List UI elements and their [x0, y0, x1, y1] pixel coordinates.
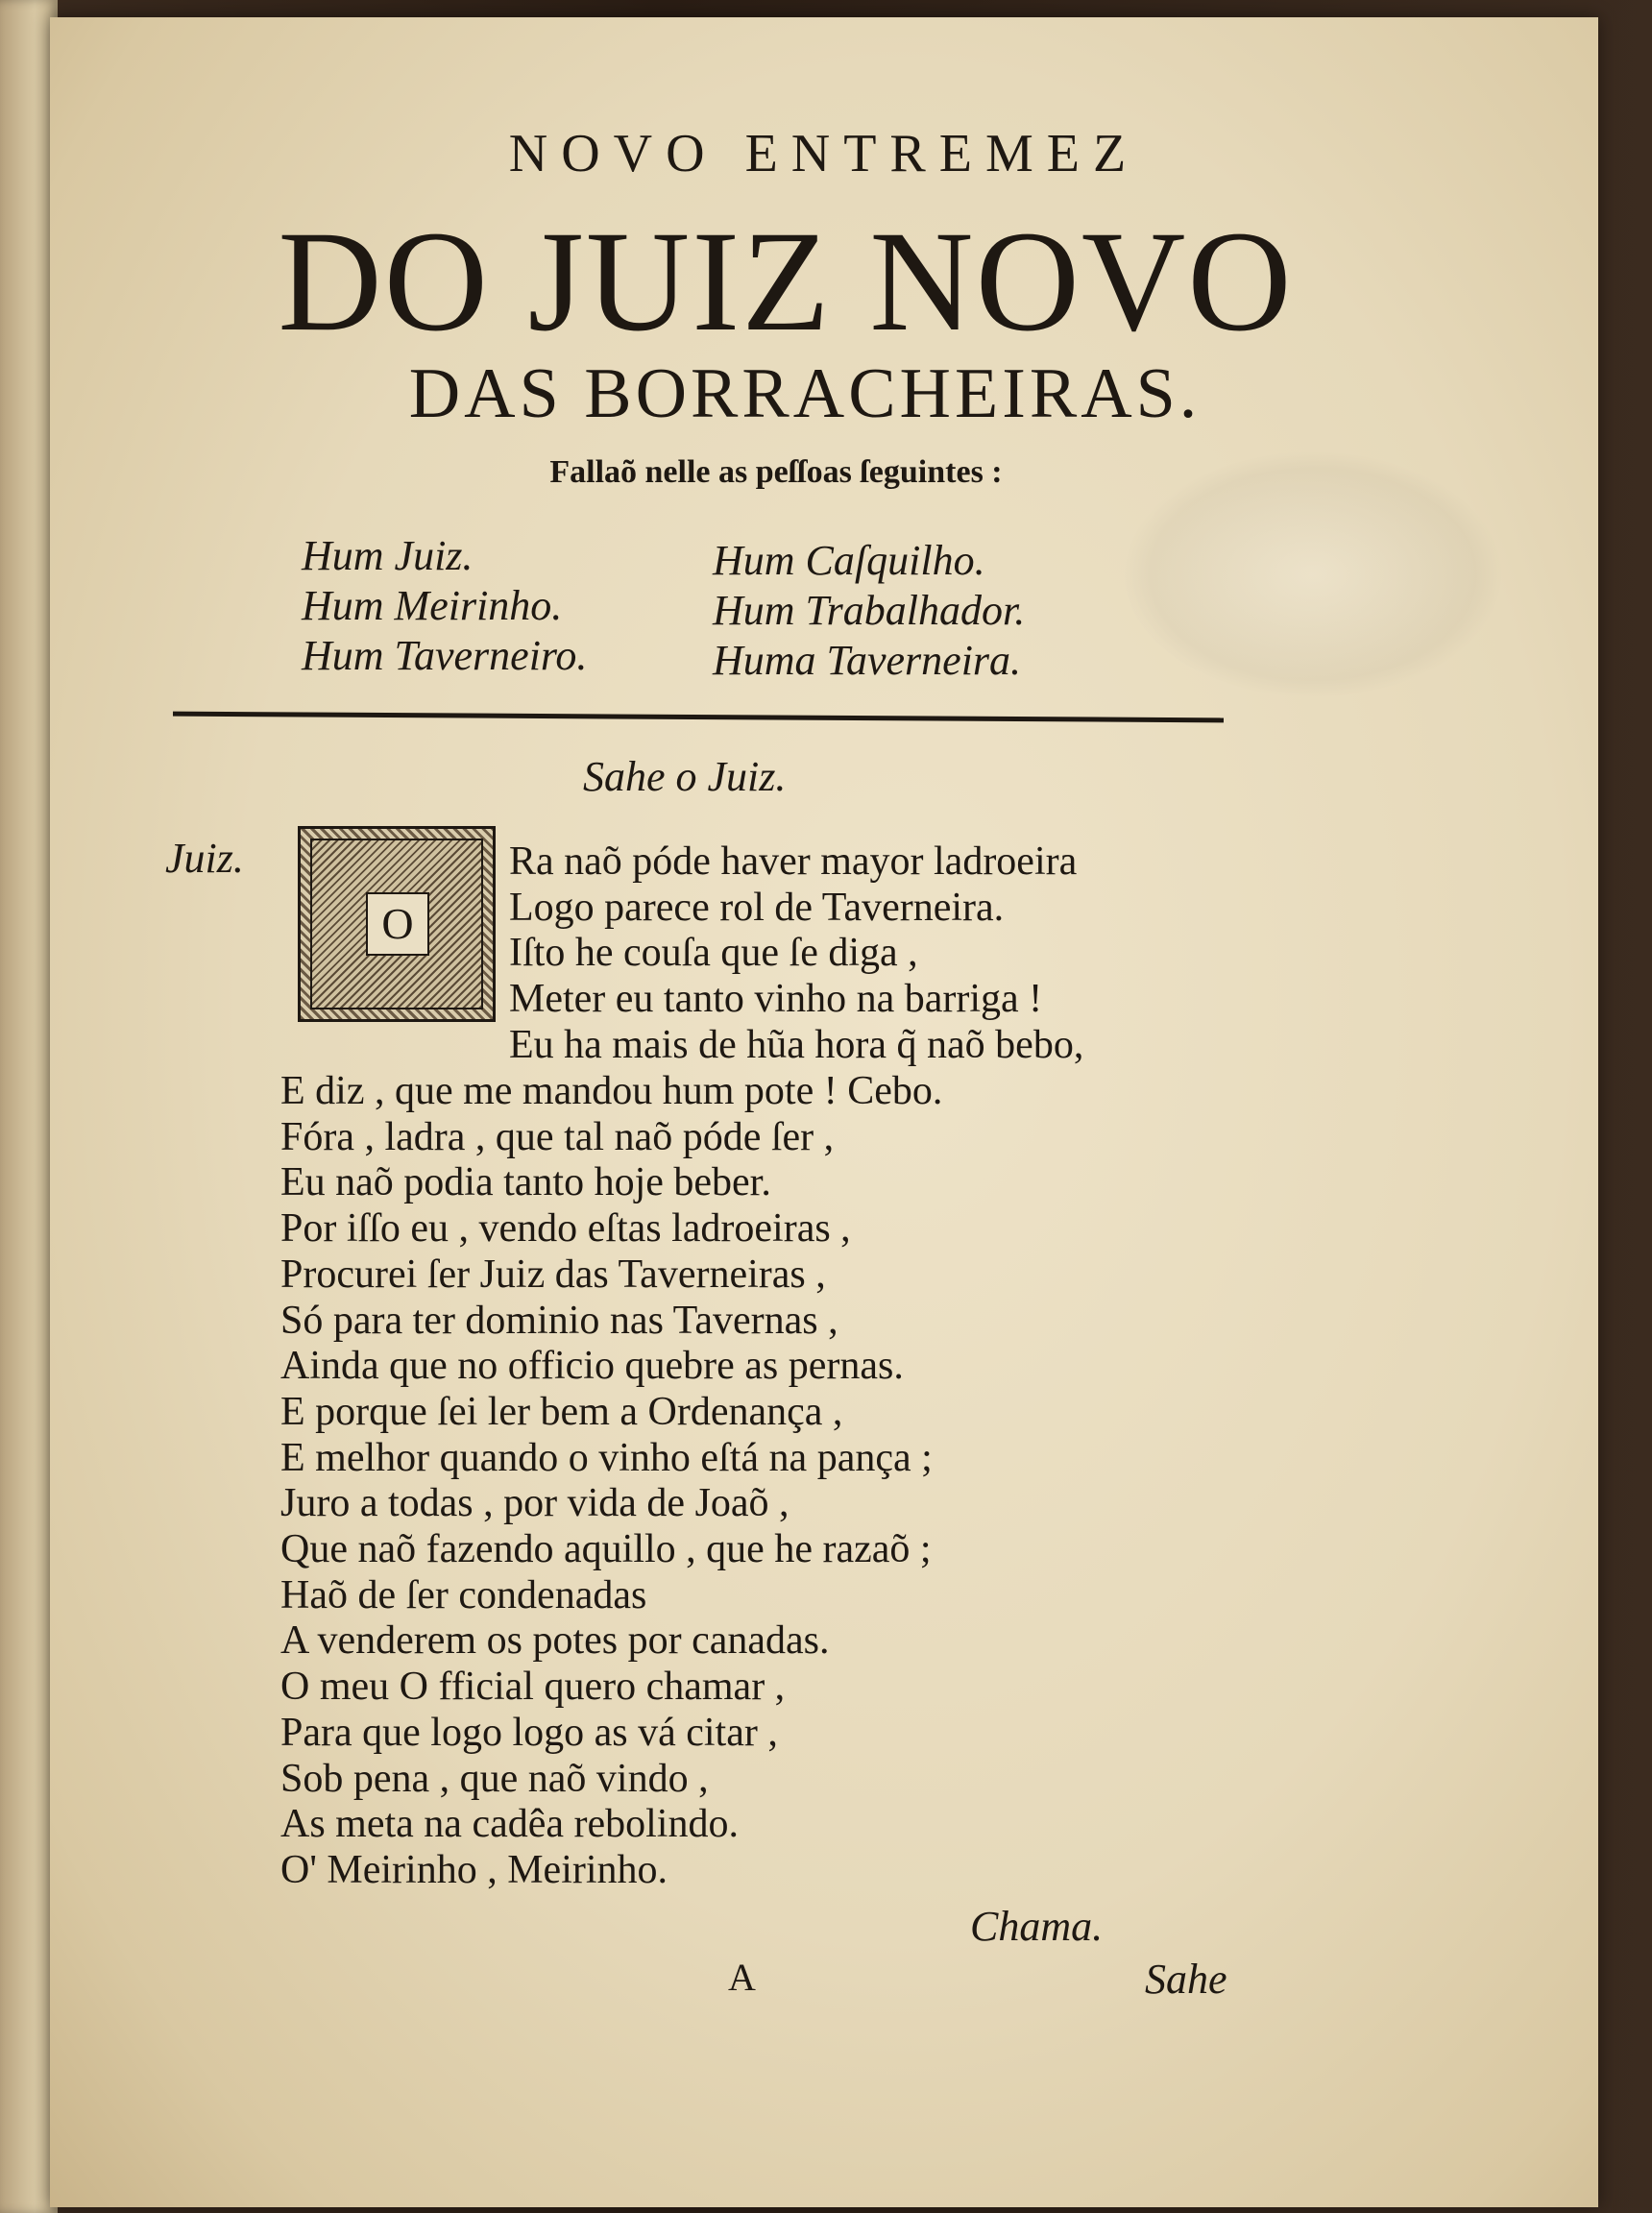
verse-line: As meta na cadêa rebolindo. — [280, 1802, 739, 1847]
verse-line: E diz , que me mandou hum pote ! Cebo. — [280, 1069, 943, 1113]
cast-item: Hum Juiz. — [302, 532, 474, 579]
verse-line: Eu naõ podia tanto hoje beber. — [280, 1160, 771, 1205]
verse-line: Juro a todas , por vida de Joaõ , — [280, 1481, 790, 1526]
horizontal-rule — [173, 712, 1224, 723]
verse-line: Logo parece rol de Taverneira. — [509, 885, 1005, 930]
cast-item: Huma Taverneira. — [713, 637, 1022, 684]
verse-line: Haõ de ſer condenadas — [280, 1572, 647, 1617]
cast-heading: Fallaõ nelle as peſſoas ſeguintes : — [549, 454, 1003, 490]
verse-line: Para que logo logo as vá citar , — [280, 1710, 778, 1755]
verse-line: E porque ſei ler bem a Ordenança , — [280, 1389, 843, 1434]
cast-item: Hum Caſquilho. — [713, 537, 985, 584]
verse-line: Por iſſo eu , vendo eſtas ladroeiras , — [280, 1206, 851, 1252]
verse-line: Que naõ fazendo aquillo , que he razaõ ; — [280, 1527, 932, 1572]
catchword: Sahe — [1145, 1956, 1227, 2003]
title-main: DO JUIZ NOVO — [278, 202, 1294, 361]
ornamental-drop-cap — [298, 826, 496, 1022]
verse-block-main — [280, 1069, 942, 1894]
speaker-label: Juiz. — [165, 835, 244, 882]
verse-line: Procurei ſer Juiz das Taverneiras , — [280, 1252, 826, 1297]
title-line-1: NOVO ENTREMEZ — [508, 124, 1140, 183]
title-line-3: DAS BORRACHEIRAS. — [408, 354, 1202, 433]
verse-line: Ainda que no officio quebre as pernas. — [280, 1344, 904, 1389]
signature-mark: A — [728, 1956, 756, 1999]
cast-item: Hum Taverneiro. — [302, 632, 588, 679]
verse-line: Fóra , ladra , que tal naõ póde ſer , — [280, 1114, 835, 1159]
page-content — [50, 17, 1598, 2207]
drop-cap-letter: O — [366, 892, 429, 956]
cast-list-left — [302, 531, 587, 681]
cast-item: Hum Meirinho. — [302, 582, 563, 629]
scene-heading: Sahe o Juiz. — [583, 753, 787, 800]
verse-line: O meu O fficial quero chamar , — [280, 1665, 786, 1710]
cast-list-right — [713, 536, 1025, 686]
verse-line: O' Meirinho , Meirinho. — [280, 1847, 668, 1892]
book-page — [50, 17, 1598, 2207]
verse-line: A venderem os potes por canadas. — [280, 1618, 830, 1664]
cast-item: Hum Trabalhador. — [713, 587, 1026, 634]
verse-line: Ra naõ póde haver mayor ladroeira — [509, 839, 1078, 884]
verse-line: E melhor quando o vinho eſtá na pança ; — [280, 1435, 933, 1480]
verse-line: Iſto he couſa que ſe diga , — [509, 931, 918, 976]
stage-direction: Chama. — [970, 1903, 1104, 1950]
verse-block-first — [509, 839, 1083, 1069]
verse-line: Meter eu tanto vinho na barriga ! — [509, 977, 1043, 1022]
verse-line: Eu ha mais de hũa hora q̃ naõ bebo, — [509, 1022, 1084, 1067]
verse-line: Sob pena , que naõ vindo , — [280, 1756, 709, 1801]
verse-line: Só para ter dominio nas Tavernas , — [280, 1298, 838, 1343]
